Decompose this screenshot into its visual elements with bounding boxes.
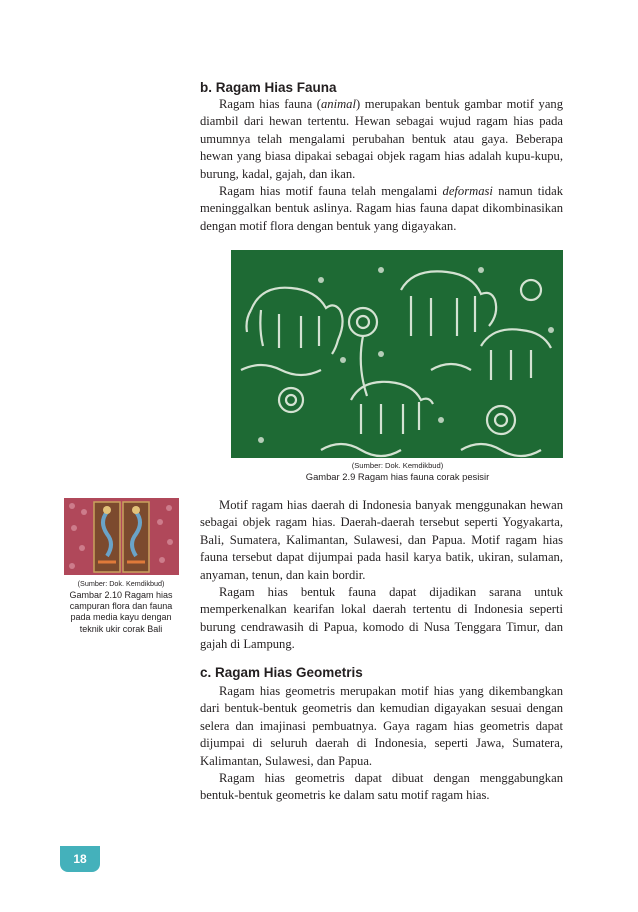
p2-text-a: Ragam hias motif fauna telah mengalami	[219, 184, 443, 199]
footer-book-title: Buku Guru Kelas VII SMP/MTs	[206, 853, 370, 867]
section-c-paragraph-1: Ragam hias geometris merupakan motif hias yang dikembangkan dari bentuk-bentuk geometris dan kemudian digayakan sesuai dengan selera dan imajinasi pembuatnya. Gaya ragam hias geometris dapat dijumpai di seluruh daerah di Indonesia, seperti Jawa, Sumatera, Kalimantan, Sulawesi, dan Papua.	[200, 684, 563, 768]
section-c-heading: c. Ragam Hias Geometris	[200, 665, 363, 680]
motif-paragraph-2: Ragam hias bentuk fauna dapat dijadikan sarana untuk memperkenalkan kearifan lokal daerah tertentu di Indonesia seperti burung cendrawasih di Papua, komodo di Nusa Tenggara Timur, dan gajah di Lampung.	[200, 585, 563, 652]
p2-text-b: namun tidak meninggalkan bentuk aslinya. Ragam hias fauna dapat dikombinasikan dengan motif flora dengan bentuk yang digayakan.	[200, 184, 563, 233]
p1-text-a: Ragam hias fauna (	[219, 97, 321, 111]
bali-carved-door-illustration	[64, 498, 179, 575]
section-b-paragraph-2	[200, 183, 563, 235]
motif-body	[200, 497, 563, 654]
figure-2-10-caption: Gambar 2.10 Ragam hias campuran flora dan fauna pada media kayu dengan teknik ukir corak Bali	[69, 590, 173, 634]
p1-text-b: ) merupakan bentuk gambar motif yang diambil dari hewan tertentu. Hewan sebagai wujud ragam hias pada umumnya telah mengalami perubahan bentuk atau gaya. Beberapa hewan yang biasa dipakai sebagai objek ragam hias adalah kupu-kupu, burung, kadal, gajah, dan ikan.	[200, 97, 563, 181]
p1-italic: animal	[320, 97, 356, 111]
figure-2-10-source: (Sumber: Dok. Kemdikbud)	[77, 579, 165, 588]
motif-paragraph-1: Motif ragam hias daerah di Indonesia banyak menggunakan hewan sebagai objek ragam hias. Daerah-daerah tersebut seperti Yogyakarta, Bali, Sumatera, Kalimantan, Sulawesi, dan Papua. Motif ragam hias fauna tersebut dapat dijumpai pada hasil karya batik, ukiran, sulaman, anyaman, tenun, dan kain bordir.	[200, 498, 563, 582]
figure-2-9-caption: Gambar 2.9 Ragam hias fauna corak pesisir	[305, 471, 490, 482]
section-b-heading: b. Ragam Hias Fauna	[200, 80, 337, 95]
bali-carving-image	[64, 498, 179, 575]
section-c-paragraph-2: Ragam hias geometris dapat dibuat dengan menggabungkan bentuk-bentuk geometris ke dalam satu motif ragam hias.	[200, 771, 563, 803]
section-b-paragraph-1	[200, 96, 563, 183]
figure-2-10-caption-block	[62, 579, 180, 635]
figure-2-9-source: (Sumber: Dok. Kemdikbud)	[351, 461, 444, 470]
p2-italic: deformasi	[442, 184, 493, 199]
section-b-body	[200, 96, 563, 235]
section-c-body	[200, 683, 563, 805]
batik-fauna-image	[231, 250, 563, 458]
page-number: 18	[60, 846, 100, 872]
batik-elephant-pattern	[231, 250, 563, 458]
